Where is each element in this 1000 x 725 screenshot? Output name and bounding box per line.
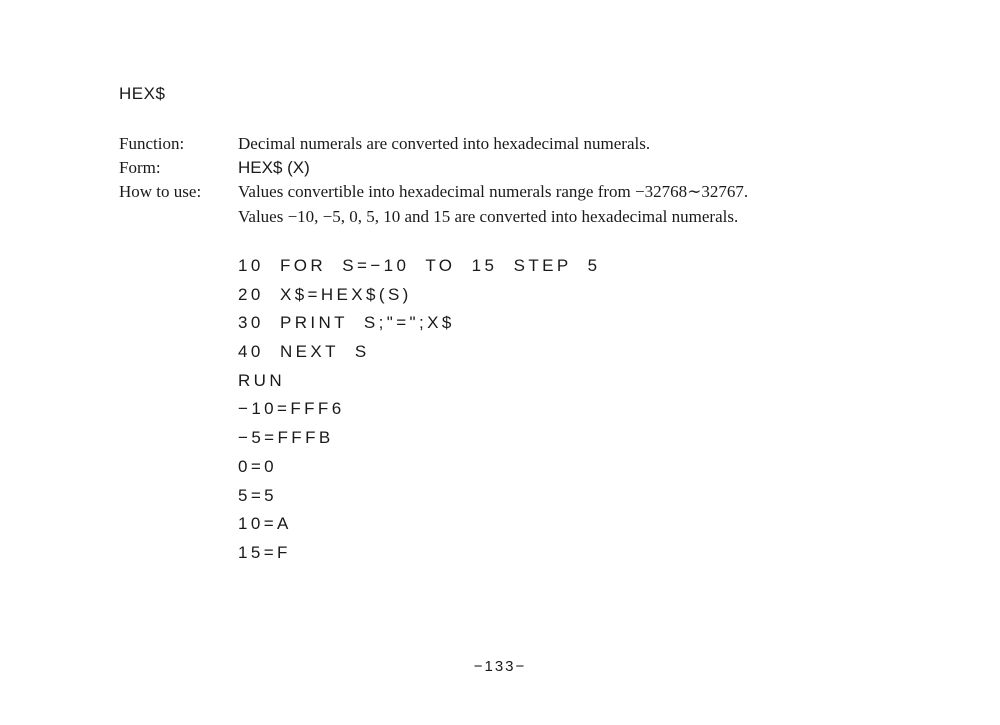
code-line: 10 FOR S=−10 TO 15 STEP 5 bbox=[238, 256, 601, 275]
output-line: 5=5 bbox=[238, 485, 278, 505]
form-syntax: HEX$ (X) bbox=[238, 158, 310, 177]
function-description: Decimal numerals are converted into hexadecimal numerals. bbox=[238, 134, 651, 153]
form-entry bbox=[119, 158, 310, 178]
output-line: 10=A bbox=[238, 514, 292, 534]
how-to-use-label: How to use: bbox=[119, 182, 202, 201]
code-listing bbox=[238, 252, 600, 568]
code-line: 30 PRINT S;"=";X$ bbox=[238, 313, 455, 333]
code-line: 40 NEXT S bbox=[238, 342, 370, 362]
form-label: Form: bbox=[119, 158, 161, 177]
output-line: −5=FFFB bbox=[238, 428, 334, 448]
output-line: 0=0 bbox=[238, 456, 278, 476]
how-to-use-line-1: Values convertible into hexadecimal numerals range from −32768∼32767. bbox=[238, 182, 749, 201]
output-line: −10=FFF6 bbox=[238, 399, 345, 419]
page-number: −133− bbox=[473, 658, 527, 675]
page-heading: HEX$ bbox=[119, 84, 166, 103]
output-line: 15=F bbox=[238, 542, 291, 562]
how-to-use-line-2: Values −10, −5, 0, 5, 10 and 15 are converted into hexadecimal numerals. bbox=[238, 207, 739, 226]
how-to-use-entry bbox=[119, 182, 748, 202]
code-line: 20 X$=HEX$(S) bbox=[238, 284, 412, 304]
function-label: Function: bbox=[119, 134, 185, 153]
code-line: RUN bbox=[238, 370, 286, 390]
function-entry bbox=[119, 134, 650, 154]
